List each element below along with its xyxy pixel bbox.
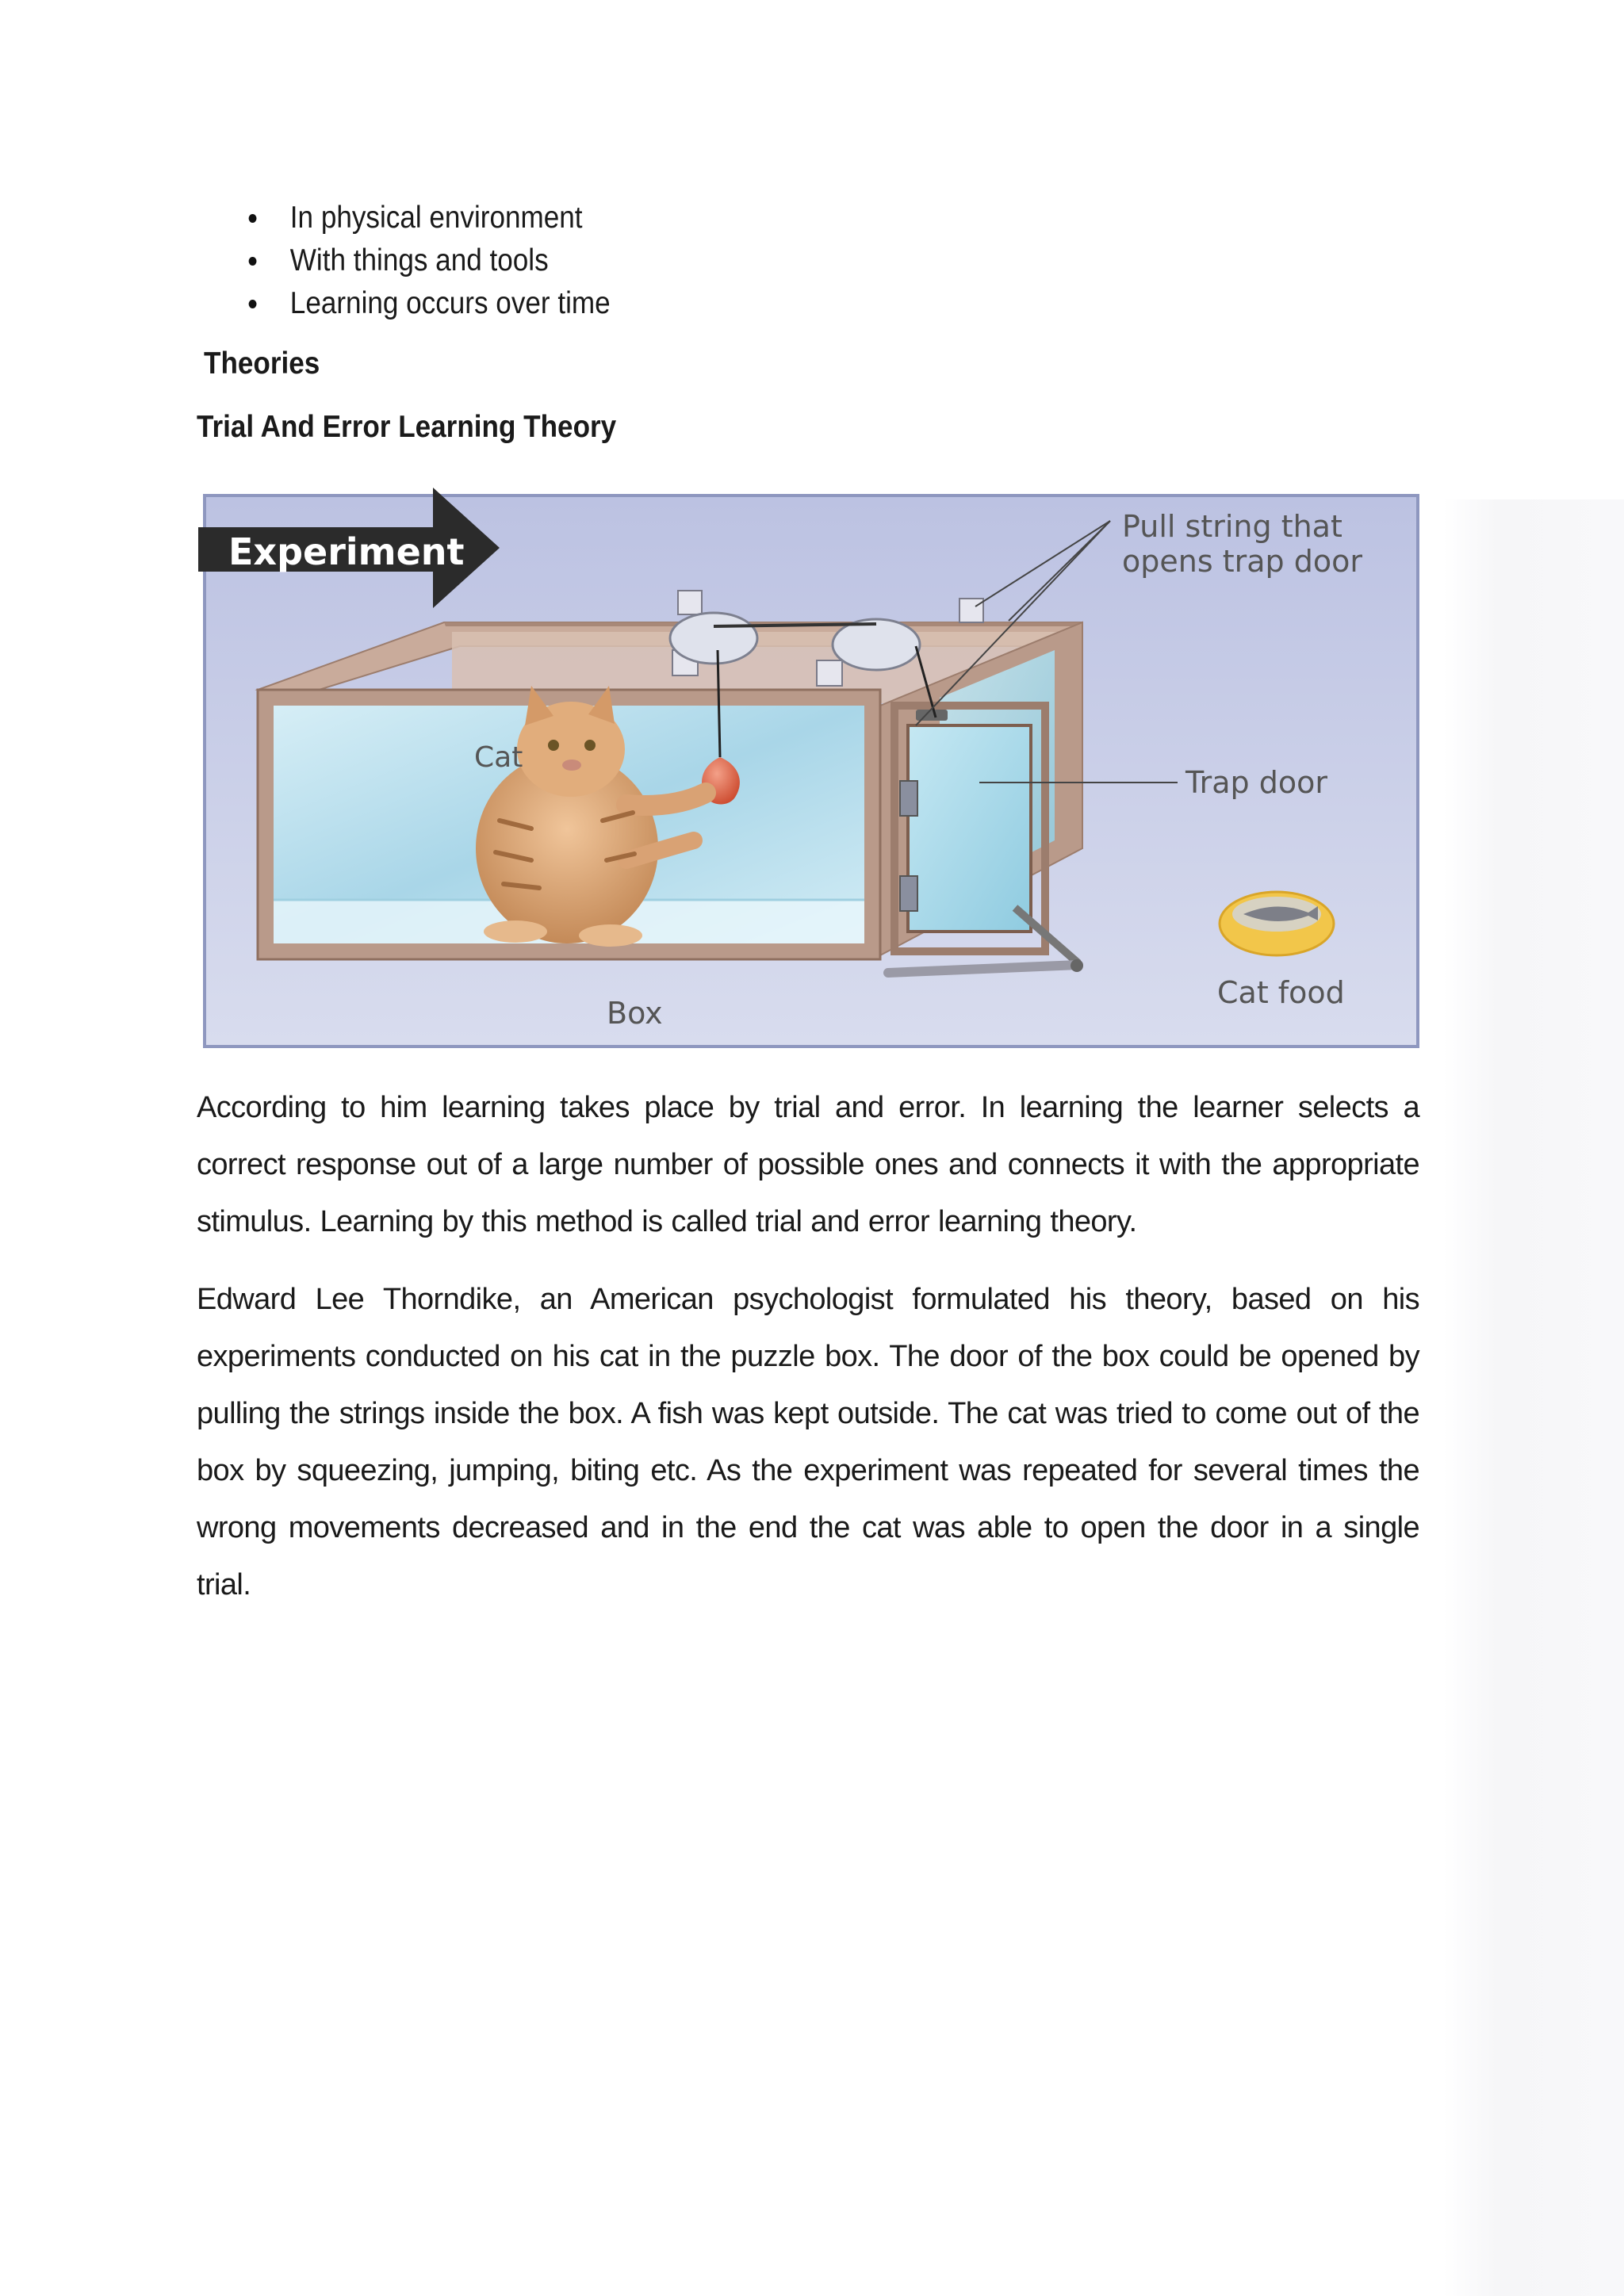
puzzle-box-illustration: [198, 488, 1421, 1052]
pulley-right: [833, 619, 920, 670]
trap-door: [908, 725, 1031, 932]
box-label: Box: [607, 996, 663, 1031]
bullet-item: In physical environment: [246, 197, 611, 239]
section-heading-theories: Theories: [204, 346, 320, 381]
experiment-label: Experiment: [228, 530, 465, 573]
trap-door-label: Trap door: [1185, 765, 1327, 800]
pull-string-label-2: opens trap door: [1122, 544, 1362, 579]
bullet-list: [246, 197, 611, 325]
page-edge-shade: [1443, 499, 1624, 2296]
pulley-left: [670, 613, 757, 664]
bullet-item: With things and tools: [246, 239, 611, 282]
section-heading-trial-error: Trial And Error Learning Theory: [197, 410, 617, 444]
experiment-figure: [198, 488, 1421, 1052]
cat-label: Cat: [474, 741, 523, 774]
cat-food-bowl: [1220, 892, 1334, 955]
pull-string-label: Pull string that: [1122, 509, 1342, 544]
paragraph: According to him learning takes place by trial and error. In learning the learner selects a correct response out of a large number of possible ones and connects it with the appropriate stimulus. Learning by this method is called trial and error learning theory.: [197, 1091, 1419, 1238]
paragraph: Edward Lee Thorndike, an American psychologist formulated his theory, based on his experiments conducted on his cat in the puzzle box. The door of the box could be opened by pulling the strings inside the box. A fish was kept outside. The cat was tried to come out of the box by squeezing, jumping, biting etc. As the experiment was repeated for several times the wrong movements decreased and in the end the cat was able to open the door in a single trial.: [197, 1283, 1419, 1601]
bullet-item: Learning occurs over time: [246, 282, 611, 325]
cat-food-label: Cat food: [1217, 975, 1345, 1010]
